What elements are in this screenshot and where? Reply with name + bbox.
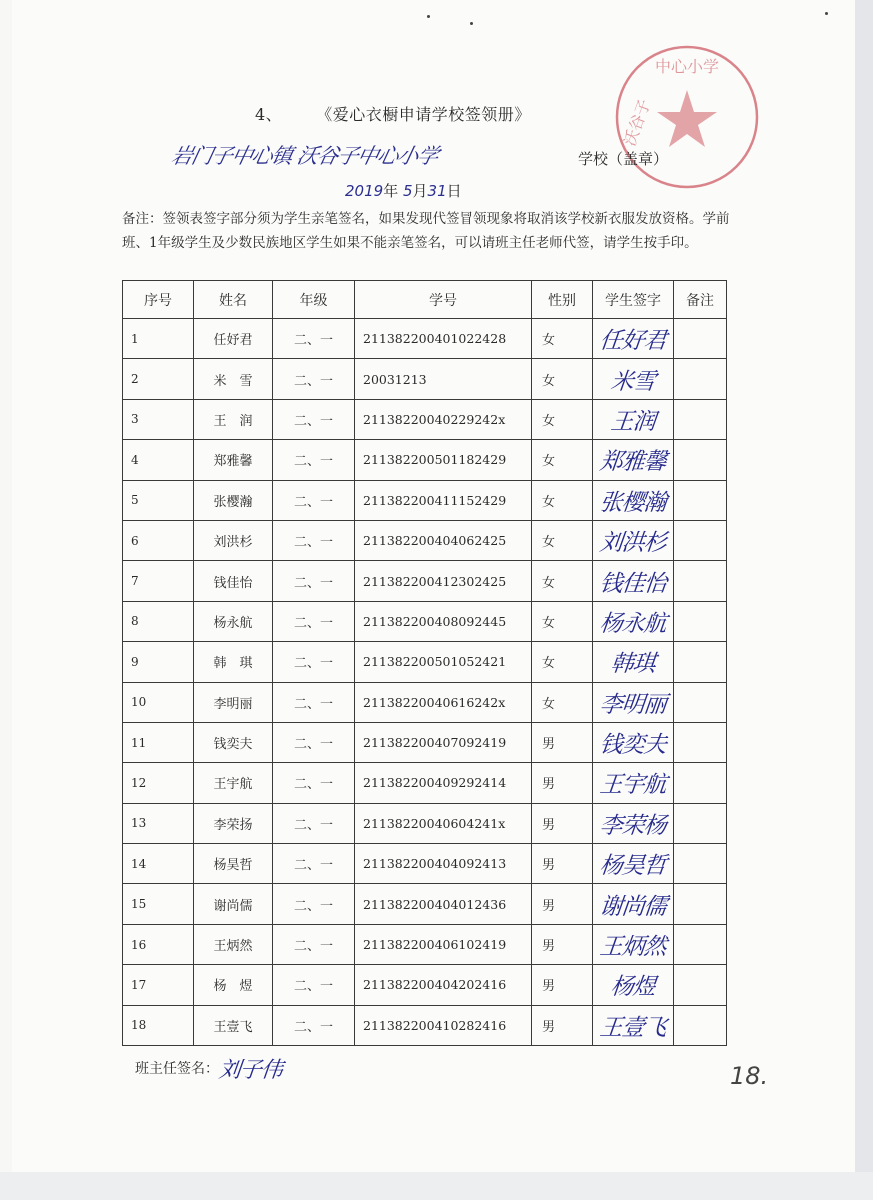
row-remark — [674, 399, 727, 439]
handwritten-signature: 杨煜 — [609, 974, 657, 1001]
row-number: 3 — [123, 399, 194, 439]
row-name: 米 雪 — [194, 359, 273, 399]
row-student-id: 211382200412302425 — [355, 561, 532, 601]
row-gender: 女 — [532, 399, 593, 439]
row-signature — [593, 520, 674, 560]
day-label: 日 — [446, 182, 462, 200]
row-name: 郑雅馨 — [194, 440, 273, 480]
row-grade: 二、一 — [273, 399, 355, 439]
row-signature — [593, 1005, 674, 1045]
row-number: 17 — [123, 965, 194, 1005]
table-row — [123, 319, 727, 359]
row-signature — [593, 924, 674, 964]
row-student-id: 2113822004022924​2x — [355, 399, 532, 439]
table-row — [123, 682, 727, 722]
teacher-signature-line — [135, 1053, 282, 1084]
teacher-signature: 刘子伟 — [217, 1058, 284, 1083]
row-remark — [674, 682, 727, 722]
table-row — [123, 642, 727, 682]
row-signature — [593, 682, 674, 722]
table-row — [123, 561, 727, 601]
row-gender: 女 — [532, 642, 593, 682]
row-remark — [674, 965, 727, 1005]
row-number: 15 — [123, 884, 194, 924]
header-name: 姓名 — [194, 281, 273, 319]
row-grade: 二、一 — [273, 1005, 355, 1045]
header-grade: 年级 — [273, 281, 355, 319]
table-row — [123, 924, 727, 964]
row-name: 刘洪杉 — [194, 520, 273, 560]
row-number: 1 — [123, 319, 194, 359]
handwritten-signature: 郑雅馨 — [598, 449, 668, 476]
row-student-id: 211382200408092445 — [355, 601, 532, 641]
table-row — [123, 763, 727, 803]
handwritten-signature: 钱奕夫 — [598, 732, 668, 759]
row-student-id: 211382200406102419 — [355, 924, 532, 964]
handwritten-signature: 任好君 — [598, 328, 668, 355]
row-name: 杨 煜 — [194, 965, 273, 1005]
table-row — [123, 601, 727, 641]
row-grade: 二、一 — [273, 763, 355, 803]
row-number: 11 — [123, 722, 194, 762]
row-student-id: 21138220040616242x — [355, 682, 532, 722]
row-student-id: 211382200409292414 — [355, 763, 532, 803]
row-grade: 二、一 — [273, 601, 355, 641]
table-row — [123, 1005, 727, 1045]
handwritten-signature: 杨永航 — [598, 610, 668, 637]
row-gender: 男 — [532, 924, 593, 964]
row-gender: 男 — [532, 803, 593, 843]
row-grade: 二、一 — [273, 965, 355, 1005]
title-number: 4、 — [255, 105, 283, 124]
row-number: 13 — [123, 803, 194, 843]
row-student-id: 211382200501052421 — [355, 642, 532, 682]
row-remark — [674, 722, 727, 762]
row-student-id: 211382200401022428 — [355, 319, 532, 359]
handwritten-signature: 米雪 — [609, 368, 657, 395]
row-signature — [593, 803, 674, 843]
school-seal-stamp — [612, 42, 762, 192]
row-signature — [593, 722, 674, 762]
table-row — [123, 844, 727, 884]
row-student-id: 211382200404012436 — [355, 884, 532, 924]
row-grade: 二、一 — [273, 319, 355, 359]
handwritten-signature: 韩琪 — [609, 651, 657, 678]
row-grade: 二、一 — [273, 440, 355, 480]
handwritten-signature: 刘洪杉 — [598, 530, 668, 557]
row-gender: 女 — [532, 359, 593, 399]
row-signature — [593, 884, 674, 924]
row-number: 16 — [123, 924, 194, 964]
page-count: 18. — [730, 1062, 769, 1090]
header-no: 序号 — [123, 281, 194, 319]
row-number: 2 — [123, 359, 194, 399]
row-gender: 男 — [532, 844, 593, 884]
row-grade: 二、一 — [273, 642, 355, 682]
row-gender: 女 — [532, 601, 593, 641]
handwritten-signature: 王炳然 — [598, 934, 668, 961]
row-grade: 二、一 — [273, 844, 355, 884]
row-gender: 女 — [532, 480, 593, 520]
row-remark — [674, 561, 727, 601]
row-name: 王壹飞 — [194, 1005, 273, 1045]
table-row — [123, 965, 727, 1005]
row-name: 王 润 — [194, 399, 273, 439]
row-number: 18 — [123, 1005, 194, 1045]
school-suffix: 学校（盖章） — [578, 150, 669, 168]
header-id: 学号 — [355, 281, 532, 319]
row-remark — [674, 520, 727, 560]
row-signature — [593, 359, 674, 399]
row-grade: 二、一 — [273, 561, 355, 601]
row-gender: 女 — [532, 561, 593, 601]
handwritten-signature: 王润 — [609, 408, 657, 435]
row-student-id: 21138220040604241x — [355, 803, 532, 843]
row-gender: 男 — [532, 884, 593, 924]
table-row — [123, 440, 727, 480]
row-grade: 二、一 — [273, 924, 355, 964]
row-signature — [593, 561, 674, 601]
row-remark — [674, 642, 727, 682]
row-signature — [593, 399, 674, 439]
row-name: 王宇航 — [194, 763, 273, 803]
signature-table — [122, 280, 727, 1046]
scanner-edge — [855, 0, 873, 1200]
row-number: 7 — [123, 561, 194, 601]
row-student-id: 211382200404202416 — [355, 965, 532, 1005]
row-signature — [593, 601, 674, 641]
row-signature — [593, 844, 674, 884]
row-student-id: 211382200411152429 — [355, 480, 532, 520]
row-remark — [674, 601, 727, 641]
school-name-handwritten: 岩门子中心镇 沃谷子中心小学 — [169, 144, 441, 168]
row-gender: 女 — [532, 682, 593, 722]
row-name: 杨永航 — [194, 601, 273, 641]
row-grade: 二、一 — [273, 520, 355, 560]
table-row — [123, 480, 727, 520]
date-day: 31 — [427, 182, 447, 200]
row-name: 任妤君 — [194, 319, 273, 359]
row-signature — [593, 440, 674, 480]
row-signature — [593, 965, 674, 1005]
row-name: 钱佳怡 — [194, 561, 273, 601]
row-remark — [674, 884, 727, 924]
handwritten-signature: 钱佳怡 — [598, 570, 668, 597]
row-number: 9 — [123, 642, 194, 682]
row-number: 10 — [123, 682, 194, 722]
row-remark — [674, 924, 727, 964]
row-name: 李明丽 — [194, 682, 273, 722]
row-name: 谢尚儒 — [194, 884, 273, 924]
date-line — [345, 180, 462, 201]
row-remark — [674, 319, 727, 359]
header-gender: 性别 — [532, 281, 593, 319]
row-grade: 二、一 — [273, 722, 355, 762]
row-remark — [674, 359, 727, 399]
row-signature — [593, 480, 674, 520]
row-gender: 男 — [532, 722, 593, 762]
row-name: 钱奕夫 — [194, 722, 273, 762]
row-student-id: 211382200407092419 — [355, 722, 532, 762]
row-gender: 女 — [532, 520, 593, 560]
row-number: 14 — [123, 844, 194, 884]
row-student-id: 211382200404092413 — [355, 844, 532, 884]
row-student-id: 211382200501182429 — [355, 440, 532, 480]
row-gender: 男 — [532, 965, 593, 1005]
handwritten-signature: 谢尚儒 — [598, 893, 668, 920]
row-student-id: 20031213 — [355, 359, 532, 399]
handwritten-signature: 王壹飞 — [598, 1014, 668, 1041]
page-title — [255, 102, 531, 125]
month-label: 月 — [412, 182, 428, 200]
handwritten-signature: 李明丽 — [598, 691, 668, 718]
table-row — [123, 722, 727, 762]
year-label: 年 — [383, 182, 399, 200]
header-remark: 备注 — [674, 281, 727, 319]
row-name: 王炳然 — [194, 924, 273, 964]
svg-text:中心小学: 中心小学 — [654, 57, 720, 76]
row-student-id: 211382200404062425 — [355, 520, 532, 560]
table-row — [123, 803, 727, 843]
scan-margin — [0, 1172, 873, 1200]
date-month: 5 — [402, 182, 413, 200]
teacher-label: 班主任签名： — [135, 1061, 219, 1077]
handwritten-signature: 张樱瀚 — [598, 489, 668, 516]
row-remark — [674, 440, 727, 480]
row-number: 12 — [123, 763, 194, 803]
title-text: 《爱心衣橱申请学校签领册》 — [324, 105, 531, 124]
row-number: 4 — [123, 440, 194, 480]
header-signature: 学生签字 — [593, 281, 674, 319]
table-row — [123, 399, 727, 439]
row-remark — [674, 763, 727, 803]
row-grade: 二、一 — [273, 884, 355, 924]
row-grade: 二、一 — [273, 480, 355, 520]
row-gender: 男 — [532, 763, 593, 803]
row-name: 张樱瀚 — [194, 480, 273, 520]
row-number: 6 — [123, 520, 194, 560]
row-gender: 女 — [532, 319, 593, 359]
table-row — [123, 884, 727, 924]
row-gender: 男 — [532, 1005, 593, 1045]
row-name: 杨昊哲 — [194, 844, 273, 884]
svg-text:沃谷子: 沃谷子 — [619, 96, 655, 149]
handwritten-signature: 李荣杨 — [598, 812, 668, 839]
row-remark — [674, 480, 727, 520]
row-number: 8 — [123, 601, 194, 641]
row-gender: 女 — [532, 440, 593, 480]
handwritten-signature: 杨昊哲 — [598, 853, 668, 880]
row-signature — [593, 642, 674, 682]
row-grade: 二、一 — [273, 682, 355, 722]
date-year: 2019 — [345, 182, 384, 200]
table-header-row — [123, 281, 727, 319]
table-row — [123, 359, 727, 399]
row-student-id: 211382200410282416 — [355, 1005, 532, 1045]
row-name: 韩 琪 — [194, 642, 273, 682]
row-remark — [674, 1005, 727, 1045]
row-grade: 二、一 — [273, 803, 355, 843]
row-grade: 二、一 — [273, 359, 355, 399]
row-name: 李荣扬 — [194, 803, 273, 843]
row-signature — [593, 763, 674, 803]
row-remark — [674, 844, 727, 884]
note-text: 备注：签领表签字部分须为学生亲笔签名，如果发现代签冒领现象将取消该学校新衣服发放资格。学前班、1年级学生及少数民族地区学生如果不能亲笔签名，可以请班主任老师代签，请学生按手印。 — [122, 211, 730, 251]
row-remark — [674, 803, 727, 843]
row-number: 5 — [123, 480, 194, 520]
handwritten-signature: 王宇航 — [598, 772, 668, 799]
row-signature — [593, 319, 674, 359]
table-row — [123, 520, 727, 560]
